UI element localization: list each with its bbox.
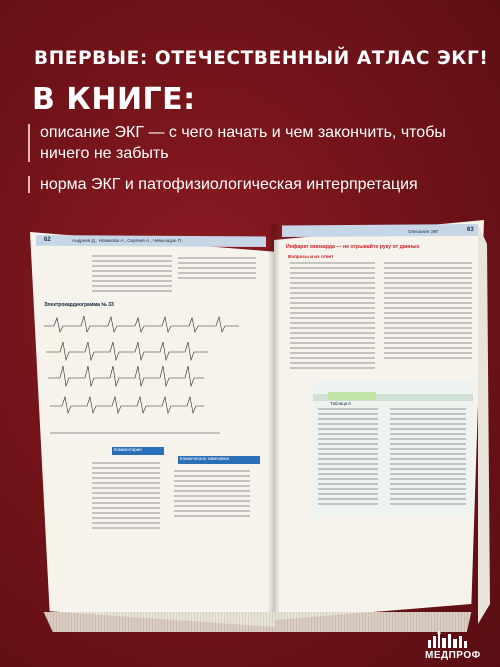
body-text-lines [92,255,172,295]
body-text-lines [290,262,375,372]
book-spine [268,224,280,624]
feature-item: норма ЭКГ и патофизиологическая интерпретация [28,174,468,195]
figure-caption [50,432,250,437]
body-text-lines [384,262,472,362]
section-subtitle: Вопросы и их ответ [288,254,334,259]
left-running-head: Андреев Д., Новикова А., Сергеев А., Чевычадзе П. [72,238,183,243]
right-page-header-bar [282,224,478,237]
subheadline: В КНИГЕ: [32,82,196,117]
table-title: Таблица 6 [328,392,376,400]
ecg-figure-title: Электрокардиограмма № 33 [44,302,114,308]
body-text-lines [92,462,160,532]
clinical-note-box: Клиническое замечание [178,456,260,464]
feature-item: описание ЭКГ — с чего начать и чем закончить, чтобы ничего не забыть [28,122,468,164]
page-stack [30,612,485,632]
section-title: Инфаркт миокарда — не отрывайте руку от данных [286,244,420,250]
comments-box: Комментарии [112,447,164,455]
body-text-lines [178,257,256,282]
table-text-lines [318,408,378,508]
page-edge [478,224,500,624]
body-text-lines [174,470,250,520]
table-text-lines [390,408,466,508]
ecg-trace-figure [40,308,266,428]
headline: ВПЕРВЫЕ: ОТЕЧЕСТВЕННЫЙ АТЛАС ЭКГ! [34,48,489,69]
left-page-number: 62 [44,237,51,243]
publisher-logo-text: МЕДПРОФ [425,650,481,661]
right-running-head: Описание ЭКГ [408,229,439,234]
right-page-number: 63 [467,227,474,233]
